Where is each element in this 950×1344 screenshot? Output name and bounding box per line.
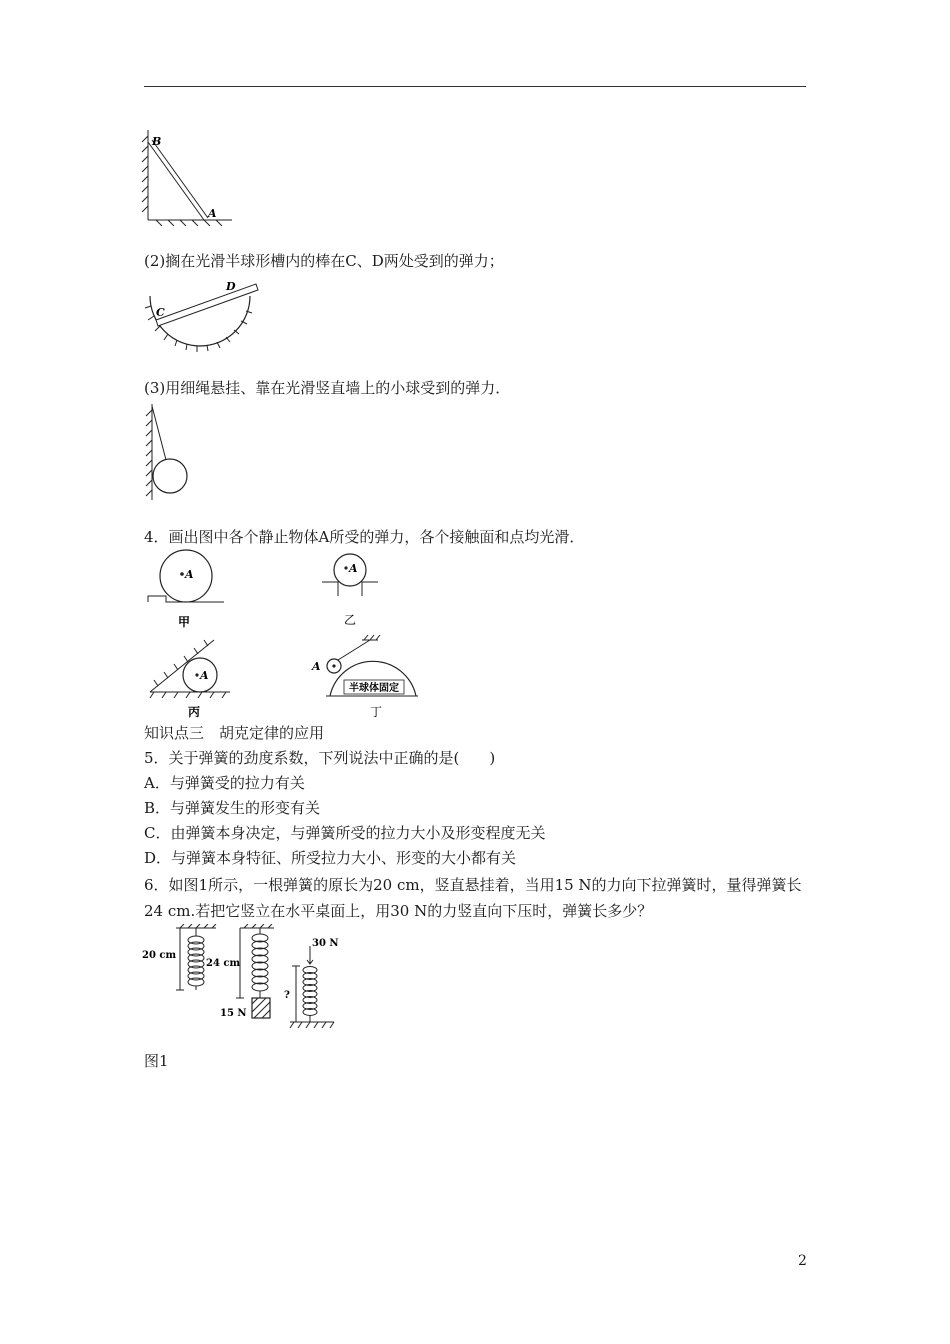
- header-rule: [144, 86, 806, 87]
- q5-option-a: A．与弹簧受的拉力有关: [144, 774, 305, 792]
- force-30n: 30 N: [312, 938, 339, 949]
- q5-prompt: 5．关于弹簧的劲度系数，下列说法中正确的是( ): [144, 749, 496, 767]
- unknown-length: ?: [284, 990, 290, 1001]
- caption-bing: 丙: [188, 705, 201, 719]
- spring-figure: [140, 924, 340, 1044]
- length-20: 20 cm: [142, 950, 177, 961]
- caption-ding: 丁: [370, 705, 383, 719]
- q6-prompt: 6．如图1所示，一根弹簧的原长为20 cm，竖直悬挂着，当用15 N的力向下拉弹簧时，量得弹簧长24 cm.若把它竖立在水平桌面上，用30 N的力竖直向下压时，弹簧长多少？: [144, 876, 802, 920]
- label-a-bing: A: [200, 669, 209, 682]
- caption-jia: 甲: [178, 615, 191, 629]
- q3-part2: (2)搁在光滑半球形槽内的棒在C、D两处受到的弹力；: [144, 252, 504, 270]
- section-heading-3: 知识点三 胡克定律的应用: [144, 724, 325, 742]
- label-c: C: [156, 306, 165, 319]
- figure-ding: [306, 634, 418, 720]
- hemisphere-label: 半球体固定: [349, 683, 399, 694]
- figure-1-caption: 图1: [144, 1052, 169, 1070]
- label-a-yi: A: [349, 562, 358, 575]
- caption-yi: 乙: [344, 613, 357, 627]
- ladder-figure: [140, 126, 240, 226]
- label-a: A: [208, 207, 217, 220]
- q5-option-c: C．由弹簧本身决定，与弹簧所受的拉力大小及形变程度无关: [144, 824, 546, 842]
- label-a-jia: A: [185, 568, 194, 581]
- label-a-ding: A: [312, 660, 321, 673]
- q3-part3: (3)用细绳悬挂、靠在光滑竖直墙上的小球受到的弹力．: [144, 379, 511, 397]
- label-d: D: [226, 280, 236, 293]
- bowl-figure: [140, 278, 270, 358]
- page-number: 2: [798, 1253, 807, 1269]
- figure-bing: [144, 634, 234, 720]
- weight-15n: 15 N: [220, 1008, 247, 1019]
- figure-yi: [314, 548, 384, 630]
- q5-option-d: D．与弹簧本身特征、所受拉力大小、形变的大小都有关: [144, 849, 517, 867]
- q4-prompt: 4．画出图中各个静止物体A所受的弹力，各个接触面和点均光滑．: [144, 528, 585, 546]
- label-b: B: [152, 135, 162, 148]
- q5-option-b: B．与弹簧发生的形变有关: [144, 799, 321, 817]
- ball-wall-figure: [140, 402, 200, 502]
- length-24: 24 cm: [206, 958, 241, 969]
- figure-jia: [144, 548, 228, 630]
